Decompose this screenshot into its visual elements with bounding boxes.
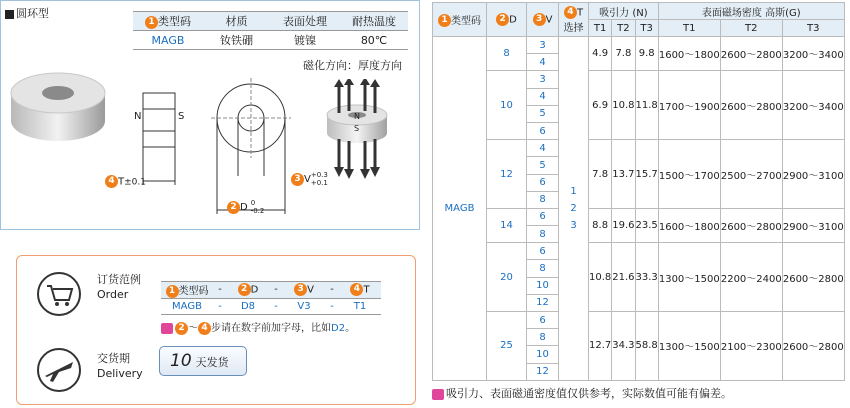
table-row: 12	[433, 294, 845, 311]
table-row: 6	[433, 122, 845, 139]
order-title: 订货范例 Order	[97, 273, 141, 301]
dim-d-label: 2 D 0 -0.2	[227, 199, 264, 215]
ring-magnet-illustration	[7, 69, 109, 147]
table-row: 12 4 7.8 13.7 15.7 1500～1700 2500～2700 2900～3100	[433, 140, 845, 157]
tip-icon	[161, 323, 173, 334]
shopping-cart-icon	[37, 272, 81, 316]
table-row: 14 6 8.8 19.6 23.5 1600～1800 2600～2800 2900～3100	[433, 208, 845, 225]
dim-v-label: 3 V+0.3 +0.1	[291, 171, 328, 187]
number-badge-icon: 1	[145, 16, 158, 29]
table-row: 5	[433, 105, 845, 122]
table-row: MAGB 8 3 1 2 3 4.9 7.8 9.8 1600～1800 2600～2800 3200～3400	[433, 37, 845, 54]
table-row: 10	[433, 346, 845, 363]
table-row: 4	[433, 88, 845, 105]
order-example-table: 1 类型码 - 2 D - 3 V - 4 T MAGB - D8 - V3 - T1	[161, 281, 381, 315]
table-row: 8	[433, 260, 845, 277]
spec-data-table: 1 类型码 2 D 3 V 4 T 选择 吸引力 (N) 表面磁场密度 高斯(G) T1 T2 T3 T1 T2 T3 MAGB 8 3 1 2 3 4.9 7.8 9.8 1600～1800 2600～2800 3200～3400 4 10 3 6.9 10.8 11.8 1700～1900 2600～2800 3200～3400 4 5 6 12 4 7.8 13.7 15.7 1500～1700 2500～2700 2900～3100 5 6 8 14 6 8.8 19.6 23.5 1600～1800 2600～2800 2900～3100 8 20 6 10.8 21.6 33.3 1300～1500 2200～2400 2600～2800 8 10 12 25 6 12.7 34.3 58.8 1300～1500 2100～2300 2600～2800 8 10 12	[432, 2, 845, 381]
table-row: 8	[433, 329, 845, 346]
table-row: 6	[433, 174, 845, 191]
table-row: 10 3 6.9 10.8 11.8 1700～1900 2600～2800 3200～3400	[433, 71, 845, 88]
spec-table: 1 类型码 材质 表面处理 耐热温度 MAGB 钕铁硼 镀镍 80℃	[133, 11, 408, 50]
dim-t-label: 4 T±0.1	[105, 175, 146, 188]
table-row: 12	[433, 363, 845, 380]
table-row: 8	[433, 226, 845, 243]
delivery-badge: 10 天发货	[159, 346, 247, 376]
table-row: 8	[433, 191, 845, 208]
t-options-cell: 1 2 3	[559, 37, 589, 381]
tip-icon	[432, 389, 444, 400]
front-view-drawing	[209, 76, 313, 218]
table-row: 25 6 12.7 34.3 58.8 1300～1500 2100～2300 2600～2800	[433, 312, 845, 329]
delivery-title: 交货期 Delivery	[97, 352, 143, 380]
order-note: 2 ～ 4 步请在数字前加字母，比如D2。	[161, 319, 355, 335]
table-row: 20 6 10.8 21.6 33.3 1300～1500 2200～2400 2600～2800	[433, 243, 845, 260]
drawing-panel: 圆环型 1 类型码 材质 表面处理 耐热温度 MAGB 钕铁硼 镀镍 80℃ 磁化方向：厚度方向 N S 4 T±0.1 3 V+0.3 +0.1 2 D 0 -0.2 N S	[0, 0, 420, 230]
table-row: 5	[433, 157, 845, 174]
section-title: 圆环型	[5, 5, 49, 21]
table-row: 10	[433, 277, 845, 294]
order-panel	[16, 255, 416, 405]
airplane-icon	[37, 348, 81, 392]
footnote: 吸引力、表面磁通密度值仅供参考，实际数值可能有偏差。	[432, 385, 732, 401]
table-row: 4	[433, 54, 845, 71]
square-bullet-icon	[5, 10, 14, 19]
magnetization-note: 磁化方向：厚度方向	[303, 59, 402, 72]
